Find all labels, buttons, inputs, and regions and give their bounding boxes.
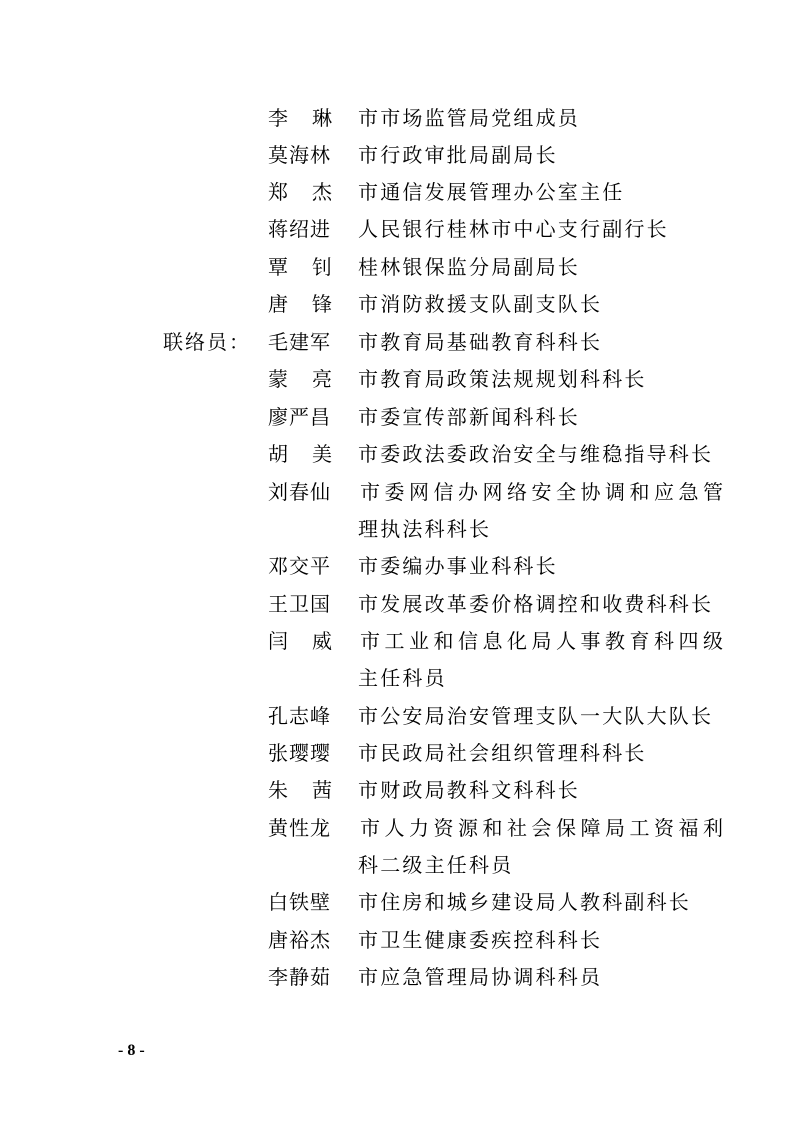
liaison-row (0, 399, 794, 436)
liaison-title: 市应急管理局协调科科员 (358, 965, 603, 989)
liaison-title-continuation: 主任科员 (358, 666, 447, 690)
liaison-title: 市民政局社会组织管理科科长 (358, 741, 647, 765)
member-name: 莫海林 (268, 143, 331, 167)
page-number: - 8 - (118, 1042, 145, 1059)
liaison-title: 市教育局基础教育科科长 (358, 330, 603, 354)
liaison-title: 市委编办事业科科长 (358, 554, 558, 578)
member-title: 市市场监管局党组成员 (358, 106, 580, 130)
liaison-title: 市公安局治安管理支队一大队大队长 (358, 704, 714, 728)
liaison-label: 联络员： (163, 330, 251, 354)
member-row: 李 琳 市市场监管局党组成员 (0, 100, 794, 137)
liaison-title: 市委政法委政治安全与维稳指导科长 (358, 442, 714, 466)
liaison-name: 唐裕杰 (268, 928, 331, 952)
member-title: 市通信发展管理办公室主任 (358, 180, 625, 204)
member-row: 唐 锋 市消防救援支队副支队长 (0, 286, 794, 323)
liaison-row-continuation (0, 847, 794, 884)
liaison-row: 蒙 亮 市教育局政策法规规划科科长 (0, 361, 794, 398)
liaison-row (0, 698, 794, 735)
liaison-row (0, 324, 794, 361)
liaison-name: 李静茹 (268, 965, 331, 989)
member-title: 市行政审批局副局长 (358, 143, 558, 167)
member-title: 人民银行桂林市中心支行副行长 (358, 217, 669, 241)
liaison-title: 市委网信办网络安全协调和应急管 (360, 480, 728, 504)
liaison-row: 朱 茜 市财政局教科文科科长 (0, 772, 794, 809)
liaison-title-continuation: 理执法科科长 (358, 517, 492, 541)
liaison-row: 闫 威 市工业和信息化局人事教育科四级 (0, 623, 794, 660)
liaison-title: 市财政局教科文科科长 (358, 778, 580, 802)
liaison-row (0, 586, 794, 623)
liaison-name: 邓交平 (268, 554, 331, 578)
member-row: 覃 钊 桂林银保监分局副局长 (0, 249, 794, 286)
liaison-row (0, 922, 794, 959)
member-name: 蒋绍进 (268, 217, 331, 241)
liaison-title-continuation: 科二级主任科员 (358, 853, 514, 877)
liaison-title: 市人力资源和社会保障局工资福利 (360, 816, 728, 840)
liaison-row (0, 735, 794, 772)
liaison-name: 刘春仙 (268, 480, 331, 504)
liaison-name: 张璎璎 (268, 741, 331, 765)
liaison-name: 王卫国 (268, 592, 331, 616)
liaison-row (0, 810, 794, 847)
liaison-name: 廖严昌 (268, 405, 331, 429)
liaison-title: 市教育局政策法规规划科科长 (358, 367, 647, 391)
liaison-name: 孔志峰 (268, 704, 331, 728)
liaison-row (0, 959, 794, 996)
liaison-title: 市发展改革委价格调控和收费科科长 (358, 592, 714, 616)
member-title: 市消防救援支队副支队长 (358, 292, 603, 316)
liaison-title: 市委宣传部新闻科科长 (358, 405, 580, 429)
liaison-name: 黄性龙 (268, 816, 331, 840)
liaison-row-continuation (0, 511, 794, 548)
liaison-title: 市住房和城乡建设局人教科副科长 (358, 890, 691, 914)
liaison-name: 白铁壁 (268, 890, 331, 914)
member-row (0, 211, 794, 248)
liaison-title: 市卫生健康委疾控科科长 (358, 928, 603, 952)
liaison-name: 毛建军 (268, 330, 331, 354)
liaison-row (0, 474, 794, 511)
liaison-row (0, 884, 794, 921)
member-row (0, 137, 794, 174)
liaison-row: 胡 美 市委政法委政治安全与维稳指导科长 (0, 436, 794, 473)
liaison-title: 市工业和信息化局人事教育科四级 (360, 629, 728, 653)
member-row: 郑 杰 市通信发展管理办公室主任 (0, 174, 794, 211)
member-title: 桂林银保监分局副局长 (358, 255, 580, 279)
liaison-row (0, 548, 794, 585)
liaison-row-continuation (0, 660, 794, 697)
